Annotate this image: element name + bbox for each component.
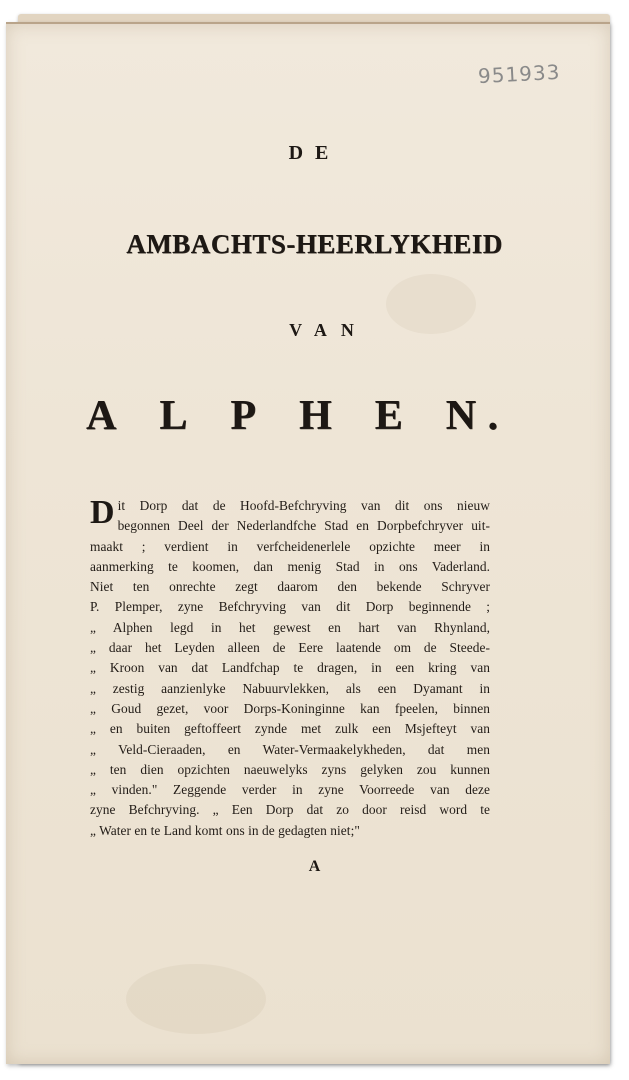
place-letter: A xyxy=(86,393,117,439)
text-line: „ Goud gezet, voor Dorps-Koninginne kan fpeelen, binnen xyxy=(90,700,490,716)
text-line: Niet ten onrechte zegt daarom den bekende Schryver xyxy=(90,579,490,595)
place-letter: H xyxy=(298,393,332,439)
place-letter: L xyxy=(159,393,188,439)
text-line: zyne Befchryving. „ Een Dorp dat zo door reisd word te xyxy=(90,802,490,818)
place-letter: N xyxy=(445,393,476,439)
shelf-mark: 951933 xyxy=(477,59,561,89)
text-line: maakt ; verdient in verfcheidenerlele opzichte meer in xyxy=(90,538,490,554)
text-line: aanmerking te koomen, dan menig Stad in ons Vaderland. xyxy=(90,558,490,574)
place-letter: E xyxy=(374,393,403,439)
text-line: „ zestig aanzienlyke Nabuurvlekken, als een Dyamant in xyxy=(90,680,490,696)
text-line: „ en buiten geftoffeert zynde met zulk een Msjefteyt van xyxy=(90,721,490,737)
text-line: it Dorp dat de Hoofd-Befchryving van dit ons nieuw xyxy=(117,498,490,513)
text-line: „ Alphen legd in het gewest en hart van Rhynland, xyxy=(90,619,490,635)
drop-cap: D xyxy=(90,494,115,531)
signature-mark: A xyxy=(308,858,321,875)
place-letter: . xyxy=(487,393,498,439)
paper-stain xyxy=(126,964,266,1034)
text-line: „ Kroon van dat Landfchap te dragen, in een kring van xyxy=(90,660,490,676)
text-line: „ vinden." Zeggende verder in zyne Voorreede van deze xyxy=(90,782,490,798)
text-line: „ daar het Leyden alleen de Eere laatende om de Steede- xyxy=(90,640,490,656)
text-line: „ ten dien opzichten naeuwelyks zyns gelyken zou kunnen xyxy=(90,761,490,777)
text-line: begonnen Deel der Nederlandfche Stad en Dorpbefchryver uit- xyxy=(117,518,490,534)
title-van: VAN xyxy=(289,320,368,340)
title-main: AMBACHTS-HEERLYKHEID xyxy=(126,229,503,259)
place-letter: P xyxy=(230,393,256,439)
body-paragraph xyxy=(90,496,490,841)
title-de: DE xyxy=(288,142,341,164)
text-line: P. Plemper, zyne Befchryving van dit Dorp beginnende ; xyxy=(90,599,490,615)
text-line: „ Water en te Land komt ons in de gedagten niet;" xyxy=(90,822,360,838)
text-line: „ Veld-Cieraaden, en Water-Vermaakelykheden, dat men xyxy=(90,741,490,757)
title-place xyxy=(86,392,498,440)
